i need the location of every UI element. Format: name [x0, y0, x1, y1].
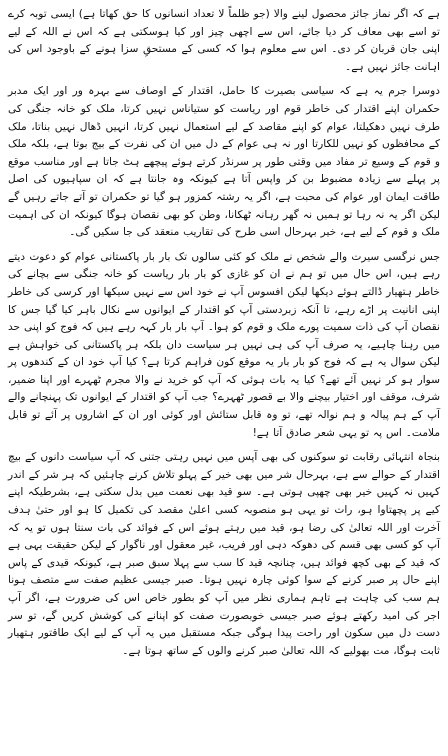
article-paragraph-3: جس نرگسی سیرت والے شخص نے ملک کو کئی سالوں تک بار بار پاکستانی عوام کو دعوت دیتے رہے ہیں، اس حال میں تو ہم نے ان کو غازی کو بار بار ریاست کو خانہ جنگی سے بچانے کی خاطر ہتھیار ڈالتے ہوئے دیکھا لیکن افسوس آپ نے خود اس سے نہیں سیکھا اور کرسی کی خاطر اپنی انانیت پر اڑے رہے، تا آنکہ زبردستی آپ کو اقتدار کے ایوانوں سے نکال باہر کیا گیا جس کا نقصان آپ کی ذات سمیت پورے ملک و قوم کو ہوا۔ آپ بار بار کہہ رہے ہیں کہ فوج کو اپنی حد میں رہنا چاہیے، یہ صرف آپ کی ہی نہیں ہر سیاست دان بلکہ ہر پاکستانی کی خواہش ہے لیکن سوال یہ ہے کہ فوج کو بار بار یہ موقع کون فراہم کرتا ہے؟ کیا آپ خود ان کے کندھوں پر سوار ہو کر نہیں آئے تھے؟ کیا یہ بات ہوئی کہ آپ کو خرید نے والا مجرم ٹھہرے اور اپنا ضمیر، شرف، موقف اور اختیار بیچنے والا بے قصور ٹھہرے؟ جب آپ کو اقتدار کے ایوانوں تک پہنچانے والے آپ کے ہم پیالہ و ہم نوالہ تھے، تو وہ قابل ستائش اور کوئی اور ان کے اشاروں پر آئے تو قابل ملامت۔ اس پہ تو یہی شعر صادق آتا ہے! — [8, 250, 440, 439]
article-paragraph-4: بنجاہ انتہائی رقابت تو سوکنوں کی بھی آپس میں نہیں رہتی جتنی کہ آپ سیاست دانوں کے بیچ اقتدار کے حوالے سے ہے، بہرحال شر میں بھی خیر کے پہلو تلاش کرنے چاہئیں کہ ہر شر کے اندر کہیں نہ کہیں خیر بھی چھپی ہوتی ہے۔ سو قید بھی نعمت میں بدل سکتی ہے، بشرطیکہ اپنے کیے پر پچھتاوا ہو، رات تو یہی ہو منصوبہ کسی اعلیٰ مقصد کی تکمیل کا ہو اور حتیٰ ہدف آخرت اور اللہ تعالیٰ کی رضا ہو، قید میں رہتے ہوئے اس کے فوائد کی بات سنتا ہوں تو یہ کہ آپ کو کسی بھی قسم کی دھوکہ دہی اور فریب، غیر معقول اور ناگوار کے لیکن حقیقت یہی ہے کہ قید کے بھی کچھ فوائد ہیں، چنانچہ قید کا سب سے پہلا سبق صبر ہے، کیونکہ قیدی کے پاس اپنے حال پر صبر کرنے کے سوا کوئی چارہ نہیں ہوتا۔ صبر جیسی عظیم صفت سے متصف ہونا ہم سب کی چاہت ہے تاہم ہماری نظر میں آپ کو بطور خاص اس کی ضرورت ہے، اگر آپ اجر کی امید رکھتے ہوئے صبر جیسی خوبصورت صفت کو اپنانے کی کوشش کریں گے، تو سر دست دل میں سکون اور راحت پیدا ہوگی جبکہ مستقبل میں یہ آپ کے لیے ایک طاقتور ہتھیار ثابت ہوگا، مت بھولیے کہ اللہ تعالیٰ صبر کرنے والوں کے ساتھ ہوتا ہے۔ — [8, 451, 440, 657]
article-paragraph-1: ہے کہ اگر نماز جائز محصول لینے والا (جو ظلماً لا تعداد انسانوں کا حق کھاتا ہے) ایسی توبہ کرے تو اسے بھی معاف کر دیا جائے، اس سے اچھی چیز اور کیا ہوسکتی ہے کہ اس نے اللہ کے لیے اپنی جان قربان کر دی۔ اس سے معلوم ہوا کہ کسی کے مستحقِ سزا ہونے کے باوجود اس کی اہانت جائز نہیں ہے۔ — [8, 8, 440, 73]
article-paragraph-2: دوسرا جرم یہ ہے کہ سیاسی بصیرت کا حامل، اقتدار کے اوصاف سے بہرہ ور اور ایک مدبر حکمران اپنے اقتدار کی خاطر قوم اور ریاست کو ستیاناس نہیں کرتا، ملک کو خانہ جنگی کی طرف نہیں دھکیلتا، عوام کو اپنے مقاصد کے لیے استعمال نہیں کرتا، انہیں ڈھال نہیں بناتا، ملک کے محافظوں کو نہیں للکارتا اور نہ ہی عوام کے دل میں ان کی نفرت کے بیج بوتا ہے، بلکہ ملک و قوم کے وسیع تر مفاد میں وقتی طور پر سرنڈر کرتے ہوئے پیچھے ہٹ جاتا ہے اور مناسب موقع پر پہلے سے زیادہ مضبوط بن کر واپس آتا ہے کیونکہ وہ جانتا ہے کہ ان سپاہیوں کی اصل طاقت ایمان اور عوام کی محبت ہے، اگر یہ رشتہ کمزور ہو گیا تو حکمران تو آتے جاتے رہیں گے لیکن اگر یہ نہ رہا تو ہمیں نہ گھر رہانہ ٹھکانا، وطن کو بھی نقصان ہوگا کیونکہ ان کی اہمیت ملک و قوم کے لیے ہے، خیر بہرحال اسی طرح کی تقاریب منعقد کی جا سکیں گی۔ — [8, 85, 440, 239]
